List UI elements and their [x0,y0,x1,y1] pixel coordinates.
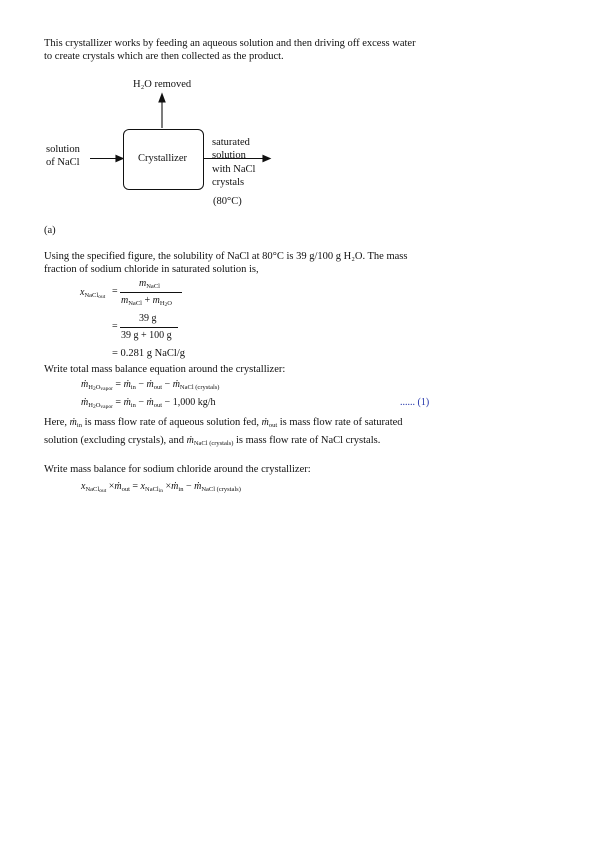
outlet-arrow-head [263,156,270,162]
vapor-arrow-head [159,94,165,102]
definition-m-out: is mass flow rate of saturated [279,417,403,428]
equals-sign-2: = [112,321,118,332]
definitions-line-1 [44,416,403,432]
mass-fraction-equation [0,270,595,360]
equation-reference-1: ...... (1) [400,397,430,408]
diagram-arrows [0,0,595,230]
m-nacl-crystals-symbol: ṁ$_{NaCl (crystals)}$ [186,435,234,447]
definition-line-2-a: solution (excluding crystals), and [44,435,184,446]
mass-balance-heading: Write total mass balance equation around the crystallizer: [44,364,286,375]
intro-line-1: This crystallizer works by feeding an aqueous solution and then driving off excess water [44,38,416,49]
m-out-symbol: ṁ$_{out}$ [261,417,278,429]
inlet-label-line-1: solution [46,144,80,155]
inlet-label-line-2: of NaCl [46,157,80,168]
here-word: Here, [44,417,68,428]
intro-line-2: to create crystals which are then collected as the product. [44,51,284,62]
numerator-value: 39 g [139,313,157,324]
crystallizer-label: Crystallizer [138,153,187,164]
temperature-label: (80°C) [213,196,242,207]
m-nacl-numerator: $m_{NaCl}$ [139,278,160,290]
crystallizer-diagram [0,0,595,230]
mass-balance-equation-2: ṁ$_{H_2O_{vapor}}$ = ṁ$_{in}$ − ṁ$_{out}$ − 1,000 kg/h [81,397,216,410]
outlet-label-line-4: crystals [212,177,245,188]
m-in-symbol: ṁ$_{in}$ [69,417,82,429]
h2o-removed-label: H₂O removed [133,79,192,90]
part-label: (a) [44,225,56,236]
nacl-balance-equation: $x_{NaCl_{out}}$ ×ṁ$_{out}$ = $x_{NaCl_{in}}$ ×ṁ$_{in}$ − ṁ$_{NaCl (crystals)}$ [81,481,241,494]
solubility-line-2: fraction of sodium chloride in saturated solution is, [44,264,259,275]
m-nacl-plus-m-h2o-denominator: $m_{NaCl} + m_{H_2O}$ [121,295,172,308]
mass-fraction-result: = 0.281 g NaCl/g [112,348,186,359]
outlet-label-line-1: saturated [212,137,250,148]
solubility-line-1: Using the specified figure, the solubility of NaCl at 80°C is 39 g/100 g H₂O. The mass [44,251,408,262]
mass-balance-equation-1: ṁ$_{H_2O_{vapor}}$ = ṁ$_{in}$ − ṁ$_{out}$ − ṁ$_{NaCl (crystals)}$ [81,379,220,392]
nacl-balance-heading: Write mass balance for sodium chloride around the crystallizer: [44,464,311,475]
definition-m-in: is mass flow rate of aqueous solution fed, [84,417,259,428]
fraction-bar-2 [120,327,178,328]
equals-sign-1: = [112,286,118,297]
outlet-label-line-2: solution [212,150,246,161]
mass-balance-value: 1,000 kg/h [172,397,216,408]
outlet-label-line-3: with NaCl [212,164,256,175]
denominator-value: 39 g + 100 g [121,330,172,341]
definitions-line-2 [44,434,380,450]
x-nacl-out-symbol: $x_{NaCl_{out}}$ [80,287,106,300]
definition-m-crystals: is mass flow rate of NaCl crystals. [236,435,381,446]
inlet-arrow-head [116,156,123,162]
fraction-bar-1 [120,292,182,293]
